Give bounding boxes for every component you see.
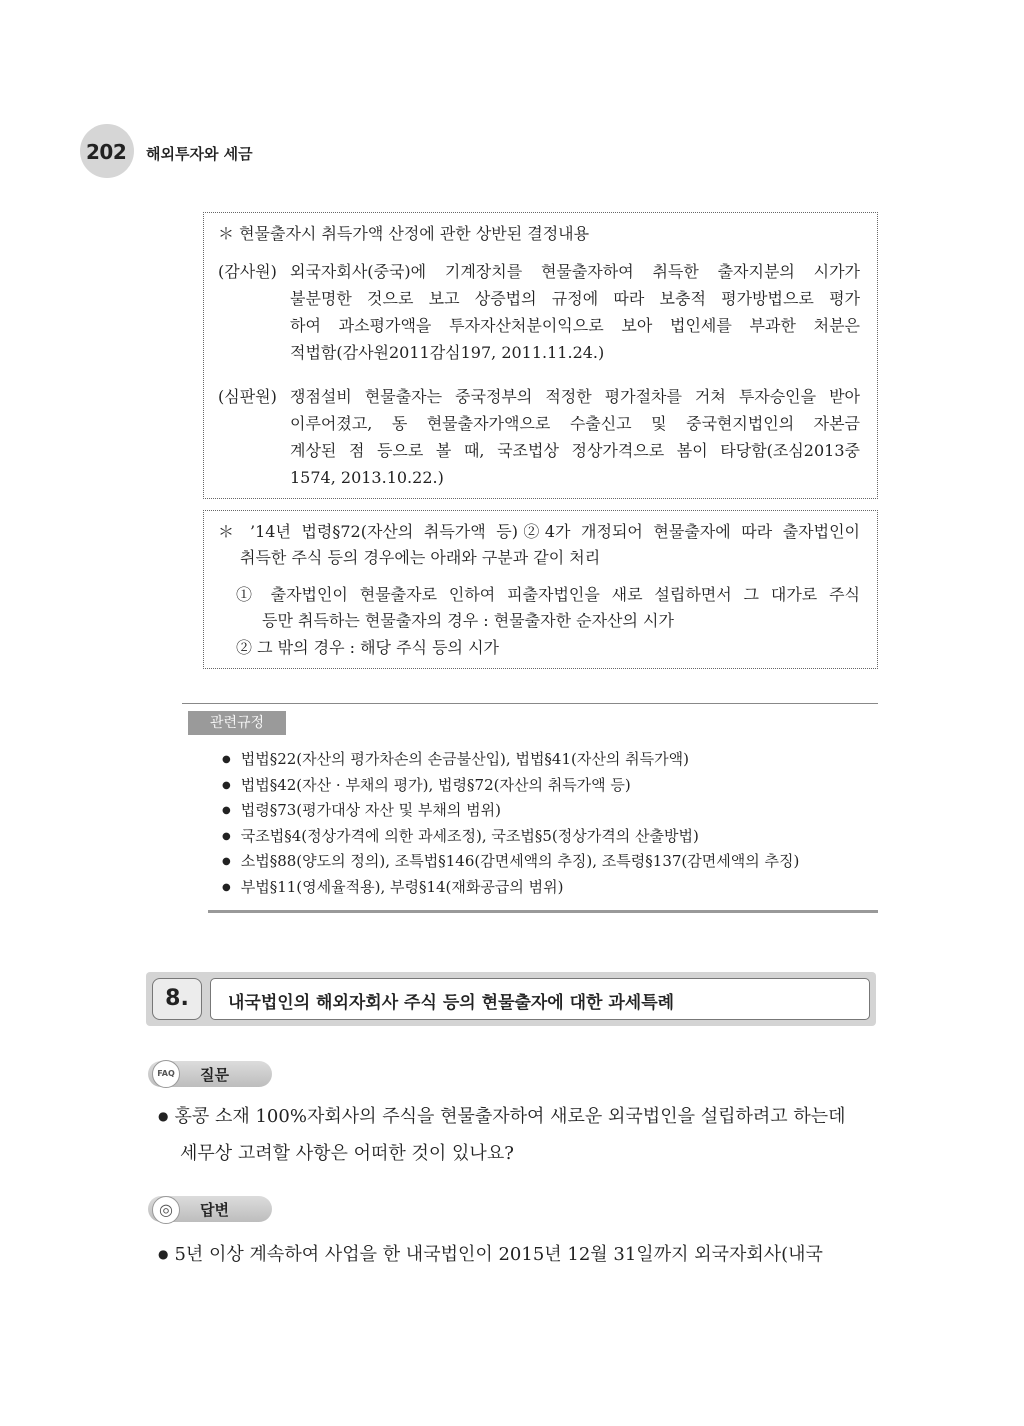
entry-audit-line-1: 외국자회사(중국)에 기계장치를 현물출자하여 취득한 출자지분의 시가가 bbox=[290, 262, 860, 281]
section-number: 8. bbox=[152, 978, 202, 1020]
related-rule-item: ● 국조법§4(정상가격에 의한 과세조정), 국조법§5(정상가격의 산출방법) bbox=[222, 825, 799, 851]
question-line-2: 세무상 고려할 사항은 어떠한 것이 있나요? bbox=[180, 1143, 514, 1164]
related-rule-item: ● 법령§73(평가대상 자산 및 부채의 범위) bbox=[222, 799, 799, 825]
entry-label-tribunal: (심판원) bbox=[218, 387, 277, 406]
decision-box-title: ＊ 현물출자시 취득가액 산정에 관한 상반된 결정내용 bbox=[218, 224, 590, 243]
bullet-icon: ● bbox=[158, 1109, 169, 1123]
amendment-item-2: ② 그 밖의 경우 : 해당 주식 등의 시가 bbox=[236, 638, 500, 657]
related-rule-item: ● 법법§42(자산 · 부채의 평가), 법령§72(자산의 취득가액 등) bbox=[222, 774, 799, 800]
page-number: 202 bbox=[86, 140, 127, 164]
entry-label-audit: (감사원) bbox=[218, 262, 277, 281]
amendment-item-1-line-2: 등만 취득하는 현물출자의 경우 : 현물출자한 순자산의 시가 bbox=[262, 611, 674, 630]
related-rules-list bbox=[222, 748, 799, 901]
answer-line-1 bbox=[158, 1238, 823, 1273]
answer-label: 답변 bbox=[200, 1201, 229, 1219]
related-rule-item: ● 소법§88(양도의 정의), 조특법§146(감면세액의 추징), 조특령§137(감면세액의 추징) bbox=[222, 850, 799, 876]
amendment-line-2: 취득한 주식 등의 경우에는 아래와 구분과 같이 처리 bbox=[240, 548, 601, 567]
question-text-1: 홍콩 소재 100%자회사의 주식을 현물출자하여 새로운 외국법인을 설립하려고 하는데 bbox=[174, 1106, 846, 1127]
target-icon: ◎ bbox=[152, 1196, 180, 1224]
related-rule-item: ● 법법§22(자산의 평가차손의 손금불산입), 법법§41(자산의 취득가액) bbox=[222, 748, 799, 774]
related-top-rule bbox=[182, 703, 878, 704]
entry-audit-line-3: 하여 과소평가액을 투자자산처분이익으로 보아 법인세를 부과한 처분은 bbox=[290, 316, 860, 335]
faq-icon: FAQ bbox=[152, 1060, 180, 1088]
amendment-item-1-line-1: ① 출자법인이 현물출자로 인하여 피출자법인을 새로 설립하면서 그 대가로 주식 bbox=[236, 585, 860, 604]
amendment-line-1: ＊ ’14년 법령§72(자산의 취득가액 등)②4가 개정되어 현물출자에 따라 출자법인이 bbox=[218, 522, 860, 541]
answer-text-1: 5년 이상 계속하여 사업을 한 내국법인이 2015년 12월 31일까지 외국자회사(내국 bbox=[174, 1244, 823, 1265]
question-label: 질문 bbox=[200, 1066, 229, 1084]
question-line-1 bbox=[158, 1100, 846, 1135]
related-rules-tag: 관련규정 bbox=[188, 711, 286, 735]
entry-tribunal-line-2: 이루어졌고, 동 현물출자가액으로 수출신고 및 중국현지법인의 자본금 bbox=[290, 414, 860, 433]
bullet-icon: ● bbox=[158, 1247, 169, 1261]
entry-audit-line-4: 적법함(감사원2011감심197, 2011.11.24.) bbox=[290, 343, 605, 362]
related-rule-item: ● 부법§11(영세율적용), 부령§14(재화공급의 범위) bbox=[222, 876, 799, 902]
entry-audit-line-2: 불분명한 것으로 보고 상증법의 규정에 따라 보충적 평가방법으로 평가 bbox=[290, 289, 860, 308]
related-bottom-rule bbox=[208, 910, 878, 913]
entry-tribunal-line-4: 1574, 2013.10.22.) bbox=[290, 468, 444, 487]
section-title: 내국법인의 해외자회사 주식 등의 현물출자에 대한 과세특례 bbox=[228, 993, 675, 1013]
entry-tribunal-line-1: 쟁점설비 현물출자는 중국정부의 적정한 평가절차를 거쳐 투자승인을 받아 bbox=[290, 387, 860, 406]
entry-tribunal-line-3: 계상된 점 등으로 볼 때, 국조법상 정상가격으로 봄이 타당함(조심2013중 bbox=[290, 441, 860, 460]
book-title: 해외투자와 세금 bbox=[146, 145, 253, 163]
